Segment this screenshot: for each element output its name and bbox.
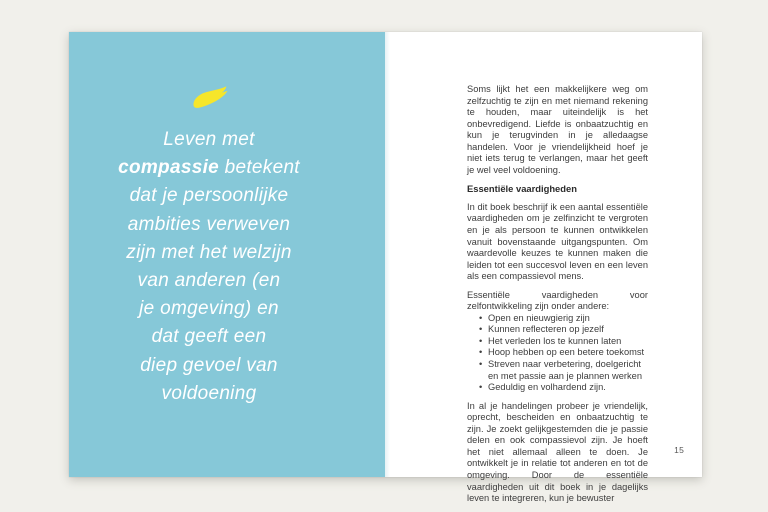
list-item	[479, 324, 648, 336]
list-item-text: Kunnen reflecteren op jezelf	[488, 324, 604, 335]
list-item	[479, 359, 648, 382]
quote-line: Leven met	[163, 129, 255, 150]
skills-list	[467, 313, 648, 394]
bullet-icon: •	[479, 382, 483, 393]
quote-line: zijn met het welzijn	[126, 241, 292, 263]
quote-bold-word: compassie	[118, 157, 220, 179]
section-heading: Essentiële vaardigheden	[467, 183, 577, 195]
list-item-text: Geduldig en volhardend zijn.	[488, 382, 606, 393]
body-text-column	[467, 84, 648, 505]
quote-line: diep gevoel van	[140, 354, 278, 376]
book-spread	[69, 32, 702, 504]
paragraph: In dit boek beschrijf ik een aantal essentiële vaardigheden om je zelfinzicht te vergroten en je als persoon te kunnen ontwikkelen vanuit bovenstaande uitgangspunten. Om waardevolle keuzes te kunnen maken die leiden tot een succesvol leven en een leven als een compassievol mens.	[467, 201, 648, 282]
quote-line: van anderen (en	[137, 270, 281, 292]
bullet-icon: •	[479, 312, 483, 323]
quote-line: dat je persoonlijke	[129, 185, 289, 207]
quote	[69, 126, 349, 408]
list-intro: Essentiële vaardigheden voor zelfontwikkeling zijn onder andere:	[467, 289, 648, 312]
list-item	[479, 347, 648, 359]
list-item	[479, 336, 648, 348]
bullet-icon: •	[479, 347, 483, 358]
quote-line: je omgeving) en	[139, 298, 279, 320]
page-number: 15	[674, 445, 684, 455]
list-item-text: Streven naar verbetering, doelgericht en met passie aan je plannen werken	[488, 359, 643, 381]
quote-line-rest: betekent	[219, 157, 300, 179]
quote-line: ambities verweven	[127, 213, 291, 235]
list-item-text: Het verleden los te kunnen laten	[488, 335, 622, 346]
quote-line: dat geeft een	[151, 326, 267, 348]
list-item	[479, 313, 648, 325]
bullet-icon: •	[479, 324, 483, 335]
bullet-icon: •	[479, 335, 483, 346]
left-page	[69, 32, 385, 477]
quote-line: voldoening	[161, 382, 257, 404]
right-page	[385, 32, 702, 504]
paragraph: Soms lijkt het een makkelijkere weg om zelfzuchtig te zijn en met niemand rekening te houden, maar uiteindelijk is het onbevredigend. Liefde is onbaatzuchtig en kun je terugvinden in je alledaagse handelen. Voor je vriendelijkheid hoef je niet iets terug te verlangen, maar het geeft je wel veel voldoening.	[467, 84, 648, 175]
list-item-text: Hoop hebben op een betere toekomst	[488, 347, 645, 358]
quote-line	[69, 154, 349, 182]
list-item-text: Open en nieuwgierig zijn	[488, 312, 590, 323]
feather-icon	[191, 85, 229, 113]
list-item	[479, 382, 648, 394]
paragraph: In al je handelingen probeer je vriendelijk, oprecht, bescheiden en onbaatzuchtig te zijn. Je zoekt gelijkgestemden die je passie delen en ook compassievol zijn. Je hoeft het niet allemaal alleen te doen. Je ontwikkelt je in relatie tot anderen en tot de omgeving. Door de essentiële vaardigheden uit dit boek in je dagelijks leven te integreren, kun je bewuster	[467, 400, 648, 504]
bullet-icon: •	[479, 359, 483, 370]
